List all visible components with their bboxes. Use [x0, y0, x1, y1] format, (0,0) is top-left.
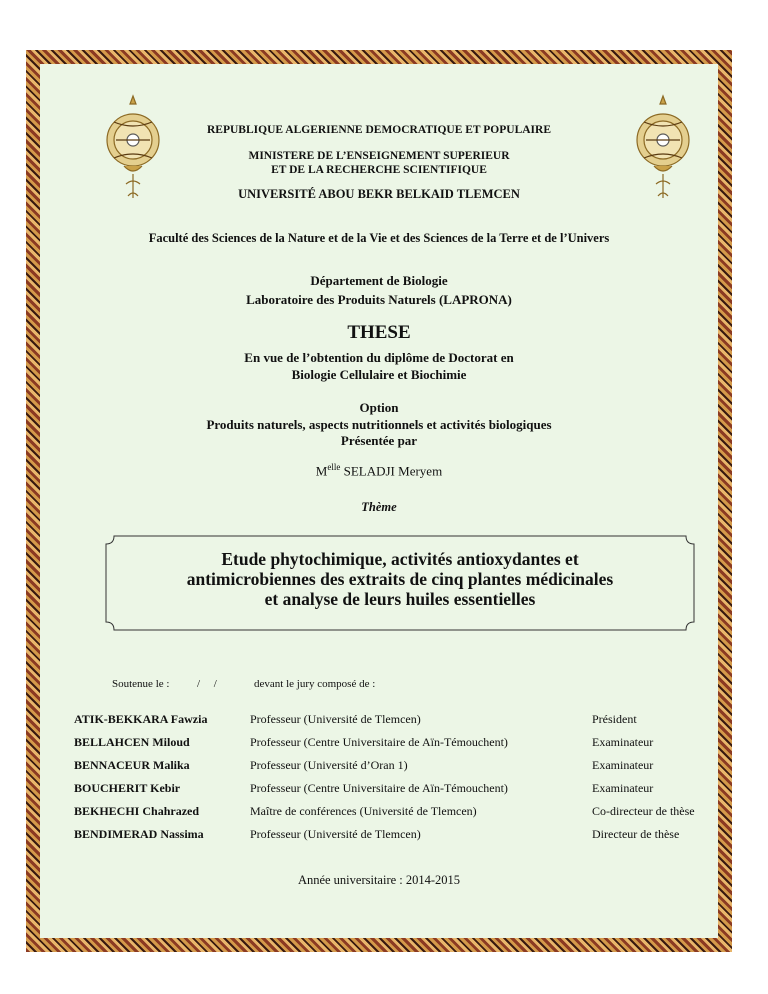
cover-page — [54, 78, 704, 924]
jury-member-position: Professeur (Université de Tlemcen) — [250, 712, 421, 726]
thesis-purpose-line-1: En vue de l’obtention du diplôme de Doctorat en — [244, 350, 514, 365]
presented-by: Présentée par — [340, 433, 418, 448]
jury-member-position: Maître de conférences (Université de Tlemcen) — [250, 804, 477, 818]
jury-member-role: Examinateur — [592, 758, 654, 772]
jury-row — [54, 804, 732, 826]
option-value: Produits naturels, aspects nutritionnels et activités biologiques — [206, 417, 552, 432]
department-name: Département de Biologie — [310, 273, 448, 288]
jury-member-role: Co-directeur de thèse — [592, 804, 695, 818]
option-label: Option — [359, 400, 399, 415]
defense-label: Soutenue le : — [112, 678, 170, 690]
author-name: SELADJI Meryem — [343, 463, 443, 479]
jury-member-position: Professeur (Université d’Oran 1) — [250, 758, 408, 772]
jury-member-role: Président — [592, 712, 637, 726]
jury-member-name: BENDIMERAD Nassima — [74, 827, 204, 841]
thesis-title: THESE — [347, 322, 411, 343]
jury-member-name: ATIK-BEKKARA Fawzia — [74, 712, 208, 726]
jury-member-name: BELLAHCEN Miloud — [74, 735, 190, 749]
jury-row — [54, 758, 732, 780]
defense-date: / / — [197, 678, 217, 690]
jury-member-role: Directeur de thèse — [592, 827, 680, 841]
jury-row — [54, 712, 732, 734]
jury-member-name: BEKHECHI Chahrazed — [74, 804, 200, 818]
university-emblem-left-icon — [102, 92, 164, 202]
author-title-superscript: elle — [327, 462, 341, 472]
ministry-line-2: ET DE LA RECHERCHE SCIENTIFIQUE — [271, 164, 487, 176]
jury-member-name: BOUCHERIT Kebir — [74, 781, 181, 795]
jury-member-role: Examinateur — [592, 735, 654, 749]
jury-member-name: BENNACEUR Malika — [74, 758, 190, 772]
jury-member-position: Professeur (Université de Tlemcen) — [250, 827, 421, 841]
laboratory-name: Laboratoire des Produits Naturels (LAPRONA) — [246, 292, 512, 307]
jury-member-position: Professeur (Centre Universitaire de Aïn-Témouchent) — [250, 735, 508, 749]
jury-member-position: Professeur (Centre Universitaire de Aïn-Témouchent) — [250, 781, 508, 795]
university-name: UNIVERSITÉ ABOU BEKR BELKAID TLEMCEN — [238, 187, 520, 201]
academic-year: Année universitaire : 2014-2015 — [297, 873, 461, 887]
theme-title-line-2: antimicrobiennes des extraits de cinq plantes médicinales — [186, 569, 614, 589]
republic-heading: REPUBLIQUE ALGERIENNE DEMOCRATIQUE ET POPULAIRE — [207, 124, 551, 136]
university-emblem-right-icon — [632, 92, 694, 202]
author-title: M — [315, 463, 328, 479]
jury-row — [54, 827, 732, 849]
jury-member-role: Examinateur — [592, 781, 654, 795]
jury-intro: devant le jury composé de : — [254, 678, 376, 690]
author — [54, 462, 704, 479]
thesis-purpose-line-2: Biologie Cellulaire et Biochimie — [291, 367, 467, 382]
jury-row — [54, 735, 732, 757]
ministry-line-1: MINISTERE DE L’ENSEIGNEMENT SUPERIEUR — [248, 150, 510, 162]
theme-title-line-3: et analyse de leurs huiles essentielles — [264, 589, 536, 609]
jury-row — [54, 781, 732, 803]
faculty-name: Faculté des Sciences de la Nature et de la Vie et des Sciences de la Terre et de l’Univers — [148, 231, 610, 245]
theme-label: Thème — [361, 500, 397, 514]
decorative-page-border — [26, 50, 732, 952]
theme-title-line-1: Etude phytochimique, activités antioxydantes et — [221, 549, 579, 569]
